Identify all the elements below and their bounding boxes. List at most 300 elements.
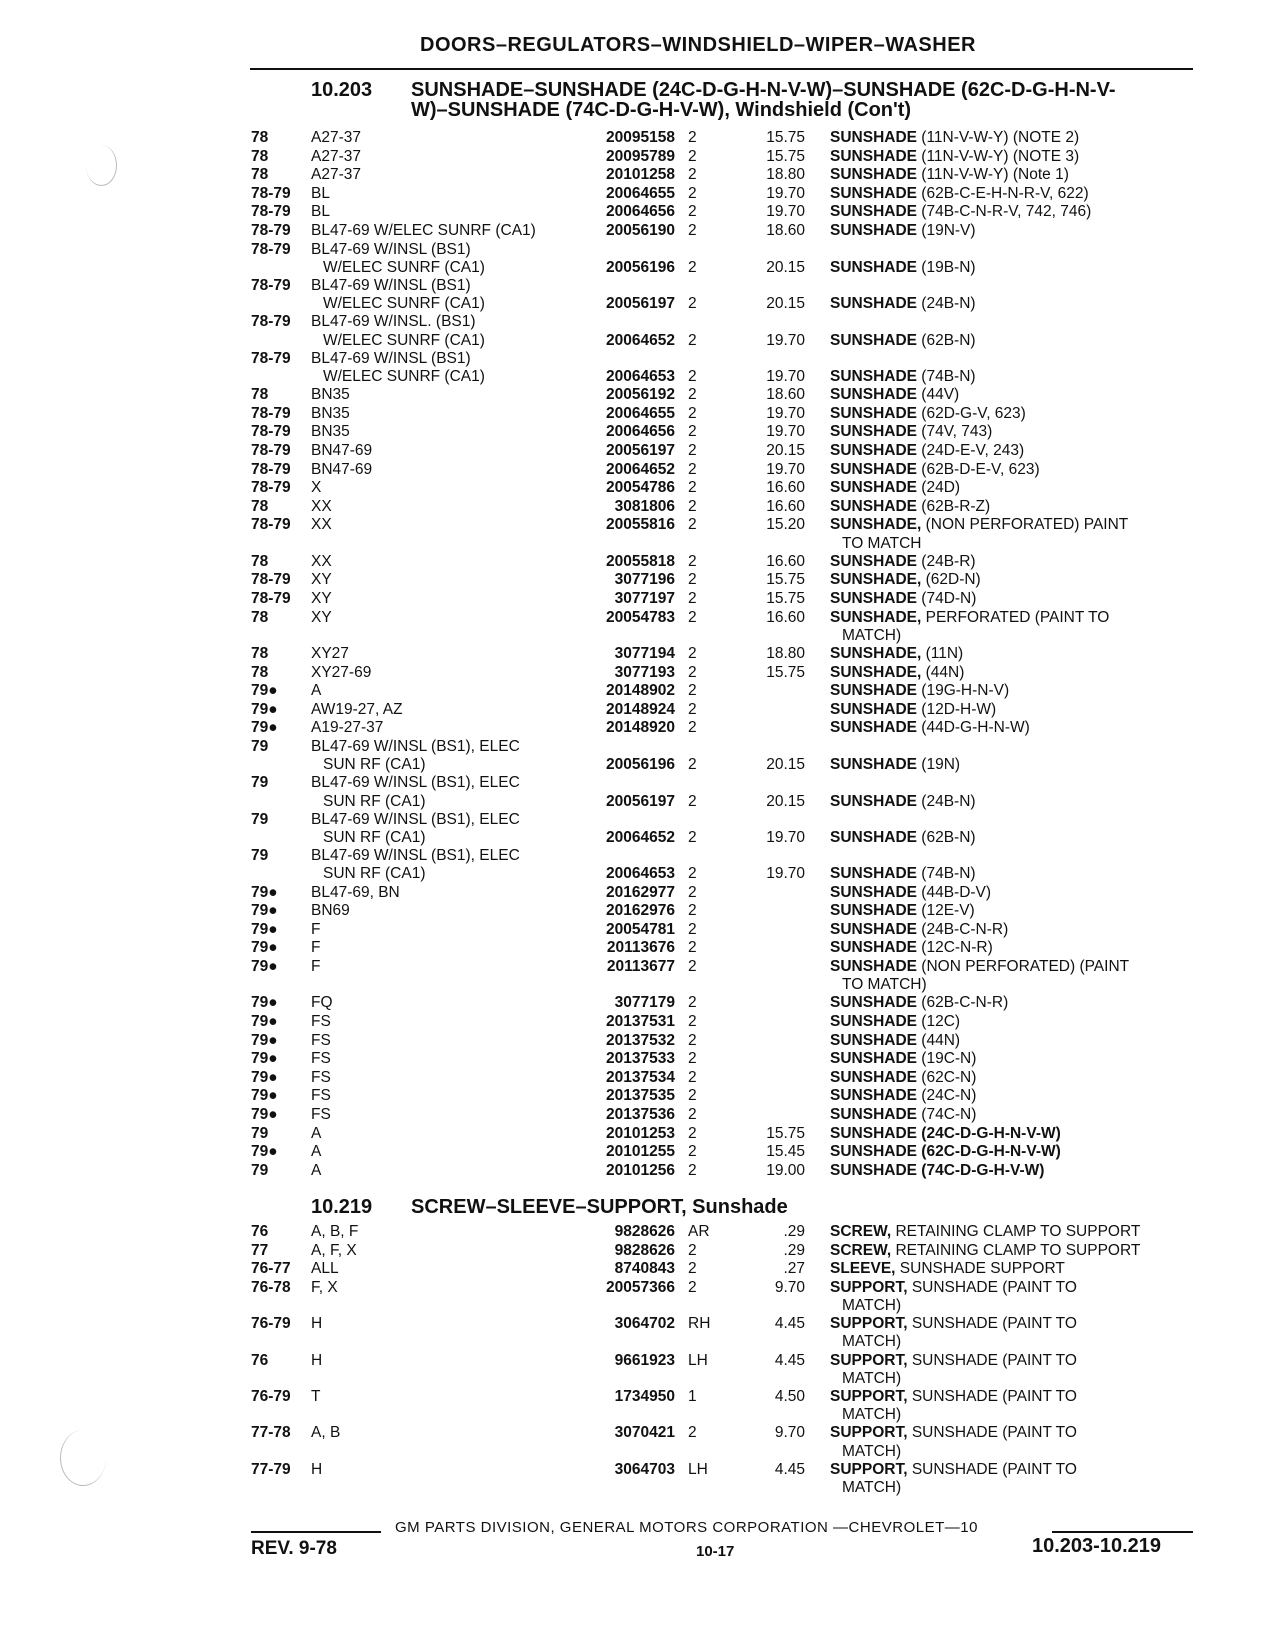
model-year: 76-78 bbox=[251, 1278, 291, 1296]
body-style-line1: H bbox=[311, 1351, 323, 1369]
model-year: 78 bbox=[251, 147, 269, 165]
parts-row bbox=[0, 516, 1280, 552]
part-name bbox=[830, 203, 1195, 221]
part-name-bold: SUNSHADE (24C-D-G-H-N-V-W) bbox=[830, 1124, 1061, 1142]
part-name-line2: MATCH) bbox=[842, 1479, 902, 1496]
price: 19.00 bbox=[766, 1161, 805, 1179]
part-name-line2: MATCH) bbox=[842, 1297, 902, 1314]
part-name-bold: SUNSHADE bbox=[830, 129, 917, 146]
model-year: 78 bbox=[251, 166, 269, 184]
part-number: 20056197 bbox=[606, 295, 675, 313]
part-name-bold: SUNSHADE bbox=[830, 994, 917, 1012]
part-name-bold: SUNSHADE bbox=[830, 1087, 917, 1105]
part-name-bold: SUNSHADE bbox=[830, 756, 917, 774]
parts-row bbox=[0, 1223, 1280, 1241]
body-style bbox=[311, 185, 581, 203]
part-name bbox=[830, 664, 1195, 682]
part-name bbox=[830, 386, 1195, 404]
model-year: 79 bbox=[251, 738, 269, 755]
parts-row bbox=[0, 847, 1280, 883]
part-name-bold: SUNSHADE bbox=[830, 1031, 917, 1049]
body-style-line1: BL47-69 W/INSL (BS1), ELEC bbox=[311, 810, 520, 828]
price: .29 bbox=[783, 1223, 805, 1240]
quantity: 2 bbox=[688, 883, 697, 901]
body-style bbox=[311, 148, 581, 166]
body-style-line2: W/ELEC SUNRF (CA1) bbox=[323, 368, 485, 385]
part-name-detail: (74B-N) bbox=[921, 367, 976, 385]
body-style-line1: A, B, F bbox=[311, 1223, 359, 1240]
body-style bbox=[311, 166, 581, 184]
part-name-line2: TO MATCH bbox=[842, 534, 922, 552]
parts-row bbox=[0, 571, 1280, 589]
part-name-line2: MATCH) bbox=[842, 1333, 902, 1351]
body-style-line1: XY27 bbox=[311, 645, 349, 662]
part-name-detail: (62C-N) bbox=[921, 1068, 977, 1086]
price: 15.75 bbox=[766, 571, 805, 589]
body-style-line1: XY27-69 bbox=[311, 663, 372, 681]
part-name bbox=[830, 1260, 1195, 1278]
body-style bbox=[311, 1106, 581, 1124]
part-number: 20148902 bbox=[606, 682, 675, 700]
body-style bbox=[311, 1013, 581, 1031]
part-name-detail: RETAINING CLAMP TO SUPPORT bbox=[895, 1241, 1141, 1259]
model-year: 79● bbox=[251, 1013, 278, 1030]
part-name-bold: SUNSHADE bbox=[830, 386, 917, 404]
model-year: 78-79 bbox=[251, 404, 291, 422]
model-year: 79● bbox=[251, 958, 278, 975]
part-name bbox=[830, 1461, 1195, 1497]
model-year: 78-79 bbox=[251, 222, 291, 239]
quantity: 2 bbox=[688, 1050, 697, 1068]
body-style-line1: H bbox=[311, 1315, 323, 1333]
part-number: 20101258 bbox=[606, 166, 675, 184]
price: 19.70 bbox=[766, 865, 805, 883]
body-style bbox=[311, 1223, 581, 1241]
body-style-line1: BL47-69 W/INSL (BS1) bbox=[311, 240, 471, 258]
price: 4.45 bbox=[774, 1315, 805, 1333]
part-name-bold: SUPPORT, bbox=[830, 1315, 908, 1333]
part-number: 3064703 bbox=[614, 1460, 675, 1478]
body-style bbox=[311, 958, 581, 976]
body-style-line1: F bbox=[311, 958, 321, 975]
body-style bbox=[311, 553, 581, 571]
quantity: 2 bbox=[688, 516, 697, 534]
model-year: 76-79 bbox=[251, 1388, 291, 1405]
part-name-detail: (11N-V-W-Y) (NOTE 2) bbox=[921, 129, 1080, 146]
part-name-detail: (74D-N) bbox=[921, 590, 977, 607]
part-name-bold: SUNSHADE bbox=[830, 460, 917, 478]
part-name-detail: (12E-V) bbox=[921, 902, 975, 920]
part-number: 8740843 bbox=[614, 1260, 675, 1278]
body-style bbox=[311, 1069, 581, 1087]
revision-label: REV. 9-78 bbox=[251, 1538, 337, 1559]
part-name-detail: (24D) bbox=[921, 479, 961, 497]
part-name-bold: SUNSHADE bbox=[830, 184, 917, 202]
part-name-bold: SUNSHADE bbox=[830, 367, 917, 385]
body-style bbox=[311, 516, 581, 534]
quantity: 2 bbox=[688, 756, 697, 774]
parts-row bbox=[0, 185, 1280, 203]
body-style-line1: F bbox=[311, 939, 321, 957]
price: 20.15 bbox=[766, 295, 805, 313]
body-style bbox=[311, 241, 581, 277]
body-style-line1: BL47-69 W/INSL (BS1), ELEC bbox=[311, 774, 520, 792]
part-name-detail: (24B-R) bbox=[921, 552, 976, 570]
parts-row bbox=[0, 203, 1280, 221]
part-name-bold: SUNSHADE bbox=[830, 331, 917, 349]
parts-row bbox=[0, 222, 1280, 240]
quantity: 2 bbox=[688, 1143, 697, 1161]
part-name bbox=[830, 902, 1195, 920]
part-number: 20113677 bbox=[606, 958, 675, 975]
price: 19.70 bbox=[766, 184, 805, 202]
model-year: 78-79 bbox=[251, 240, 291, 258]
part-name bbox=[830, 479, 1195, 497]
part-name-bold: SUNSHADE bbox=[830, 865, 917, 883]
part-name bbox=[830, 701, 1195, 719]
part-number: 20054786 bbox=[606, 479, 675, 497]
part-name-bold: SUNSHADE, bbox=[830, 663, 922, 681]
part-number: 20054783 bbox=[606, 608, 675, 626]
part-name-detail: PERFORATED (PAINT TO bbox=[925, 608, 1110, 626]
price: 15.75 bbox=[766, 147, 805, 165]
quantity: 2 bbox=[688, 295, 697, 313]
parts-row bbox=[0, 1050, 1280, 1068]
part-number: 20064656 bbox=[606, 423, 675, 441]
body-style bbox=[311, 701, 581, 719]
part-name-detail: (11N) bbox=[925, 645, 964, 662]
parts-row bbox=[0, 939, 1280, 957]
parts-row bbox=[0, 423, 1280, 441]
part-name-bold: SUPPORT, bbox=[830, 1278, 908, 1296]
quantity: 2 bbox=[688, 645, 697, 662]
body-style bbox=[311, 350, 581, 386]
part-name-detail: SUNSHADE (PAINT TO bbox=[911, 1460, 1077, 1478]
model-year: 76-77 bbox=[251, 1260, 291, 1278]
body-style-line1: BL47-69 W/INSL (BS1), ELEC bbox=[311, 738, 520, 755]
part-number: 20056192 bbox=[606, 386, 675, 404]
quantity: 2 bbox=[688, 792, 697, 810]
parts-row bbox=[0, 405, 1280, 423]
part-name-bold: SUNSHADE bbox=[830, 883, 917, 901]
parts-row bbox=[0, 350, 1280, 386]
price: 16.60 bbox=[766, 552, 805, 570]
parts-row bbox=[0, 1069, 1280, 1087]
body-style bbox=[311, 442, 581, 460]
price: 19.70 bbox=[766, 404, 805, 422]
body-style-line1: A bbox=[311, 1143, 322, 1161]
body-style bbox=[311, 902, 581, 920]
body-style bbox=[311, 423, 581, 441]
model-year: 79● bbox=[251, 1068, 278, 1086]
price: 20.15 bbox=[766, 258, 805, 276]
quantity: LH bbox=[688, 1460, 708, 1478]
part-number: 20056197 bbox=[606, 442, 675, 459]
part-number: 9661923 bbox=[614, 1351, 675, 1369]
body-style bbox=[311, 939, 581, 957]
part-name-detail: (62B-R-Z) bbox=[921, 497, 991, 515]
part-name bbox=[830, 332, 1195, 350]
part-name-bold: SUNSHADE bbox=[830, 258, 917, 276]
part-name bbox=[830, 1050, 1195, 1068]
quantity: 2 bbox=[688, 386, 697, 404]
quantity: 2 bbox=[688, 423, 697, 441]
part-name-bold: SUNSHADE bbox=[830, 828, 917, 846]
quantity: 2 bbox=[688, 663, 697, 681]
part-number: 20162977 bbox=[606, 883, 675, 901]
body-style bbox=[311, 1050, 581, 1068]
part-name-detail: (12C-N-R) bbox=[921, 939, 993, 957]
model-year: 78-79 bbox=[251, 442, 291, 459]
price: 9.70 bbox=[774, 1424, 805, 1442]
model-year: 79 bbox=[251, 1161, 269, 1179]
price: 15.20 bbox=[766, 516, 805, 534]
body-style-line1: BN47-69 bbox=[311, 442, 373, 459]
parts-row bbox=[0, 719, 1280, 737]
part-number: 20137534 bbox=[606, 1068, 675, 1086]
body-style bbox=[311, 1388, 581, 1406]
part-name-bold: SUPPORT, bbox=[830, 1351, 908, 1369]
part-number: 20095789 bbox=[606, 147, 675, 165]
price: 19.70 bbox=[766, 828, 805, 846]
section-title-line1: SCREW–SLEEVE–SUPPORT, Sunshade bbox=[411, 1196, 788, 1218]
part-name-detail: (62B-D-E-V, 623) bbox=[921, 460, 1040, 478]
quantity: 2 bbox=[688, 1424, 697, 1442]
body-style-line1: BL47-69 W/INSL (BS1) bbox=[311, 277, 471, 294]
body-style bbox=[311, 774, 581, 810]
body-style bbox=[311, 313, 581, 349]
parts-row bbox=[0, 774, 1280, 810]
part-number: 20056196 bbox=[606, 756, 675, 774]
part-number: 3077197 bbox=[614, 590, 675, 607]
part-name bbox=[830, 405, 1195, 423]
part-name bbox=[830, 185, 1195, 203]
parts-row bbox=[0, 701, 1280, 719]
body-style-line1: XX bbox=[311, 552, 332, 570]
part-number: 20064656 bbox=[606, 203, 675, 221]
model-year: 79● bbox=[251, 920, 278, 938]
model-year: 78-79 bbox=[251, 590, 291, 607]
body-style bbox=[311, 847, 581, 883]
part-name bbox=[830, 1106, 1195, 1124]
body-style bbox=[311, 1032, 581, 1050]
parts-row bbox=[0, 609, 1280, 645]
parts-row bbox=[0, 1032, 1280, 1050]
part-name-bold: SUNSHADE, bbox=[830, 571, 922, 589]
part-name-line2: TO MATCH) bbox=[842, 976, 927, 994]
header-rule bbox=[250, 68, 1193, 70]
part-number: 20137533 bbox=[606, 1050, 675, 1068]
part-number: 20148920 bbox=[606, 719, 675, 737]
part-name bbox=[830, 865, 1195, 883]
part-name bbox=[830, 1315, 1195, 1351]
part-name-line2: MATCH) bbox=[842, 1442, 902, 1460]
quantity: 2 bbox=[688, 1241, 697, 1259]
body-style bbox=[311, 1125, 581, 1143]
section-number: 10.219 bbox=[311, 1196, 373, 1218]
quantity: 2 bbox=[688, 1260, 697, 1278]
part-name bbox=[830, 129, 1195, 147]
part-name bbox=[830, 166, 1195, 184]
quantity: 2 bbox=[688, 1278, 697, 1296]
part-name bbox=[830, 222, 1195, 240]
body-style-line1: BN35 bbox=[311, 386, 350, 404]
body-style bbox=[311, 719, 581, 737]
model-year: 76 bbox=[251, 1351, 269, 1369]
body-style-line1: BN35 bbox=[311, 404, 350, 422]
part-number: 20137536 bbox=[606, 1106, 675, 1123]
body-style-line1: XY bbox=[311, 608, 332, 626]
quantity: 2 bbox=[688, 258, 697, 276]
body-style bbox=[311, 609, 581, 627]
body-style bbox=[311, 386, 581, 404]
part-name-detail: SUNSHADE (PAINT TO bbox=[911, 1278, 1077, 1296]
part-number: 20056190 bbox=[606, 222, 675, 239]
part-number: 20101256 bbox=[606, 1161, 675, 1179]
quantity: LH bbox=[688, 1351, 708, 1369]
model-year: 79● bbox=[251, 1143, 278, 1161]
parts-row bbox=[0, 277, 1280, 313]
part-name-detail: (12D-H-W) bbox=[921, 700, 997, 718]
price: 18.80 bbox=[766, 166, 805, 184]
model-year: 79● bbox=[251, 1050, 278, 1068]
part-name-bold: SUNSHADE bbox=[830, 700, 917, 718]
part-name bbox=[830, 498, 1195, 516]
part-name-bold: SUPPORT, bbox=[830, 1460, 908, 1478]
parts-row bbox=[0, 1143, 1280, 1161]
part-name bbox=[830, 1223, 1195, 1241]
part-name bbox=[830, 994, 1195, 1012]
part-name-bold: SUNSHADE bbox=[830, 920, 917, 938]
part-name-bold: SUNSHADE bbox=[830, 902, 917, 920]
body-style bbox=[311, 1087, 581, 1105]
body-style-line2: SUN RF (CA1) bbox=[323, 756, 426, 774]
parts-row bbox=[0, 958, 1280, 994]
body-style bbox=[311, 498, 581, 516]
price: 20.15 bbox=[766, 756, 805, 774]
model-year: 79● bbox=[251, 902, 278, 920]
part-name-detail: (24B-C-N-R) bbox=[921, 920, 1009, 938]
model-year: 78-79 bbox=[251, 313, 291, 331]
part-name-bold: SUNSHADE, bbox=[830, 516, 922, 534]
body-style bbox=[311, 461, 581, 479]
body-style-line1: BL bbox=[311, 184, 330, 202]
part-name-bold: SCREW, bbox=[830, 1223, 892, 1240]
part-number: 20064653 bbox=[606, 865, 675, 883]
parts-row bbox=[0, 461, 1280, 479]
part-name bbox=[830, 884, 1195, 902]
body-style-line1: XX bbox=[311, 497, 332, 515]
quantity: 2 bbox=[688, 682, 697, 700]
part-name bbox=[830, 645, 1195, 663]
price: 15.75 bbox=[766, 129, 805, 146]
parts-row bbox=[0, 1087, 1280, 1105]
parts-row bbox=[0, 1013, 1280, 1031]
part-name bbox=[830, 1069, 1195, 1087]
part-name-bold: SUNSHADE bbox=[830, 203, 917, 221]
part-name-bold: SUNSHADE bbox=[830, 166, 917, 184]
quantity: 2 bbox=[688, 147, 697, 165]
parts-row bbox=[0, 884, 1280, 902]
body-style bbox=[311, 884, 581, 902]
part-name bbox=[830, 148, 1195, 166]
quantity: 2 bbox=[688, 442, 697, 459]
body-style-line1: H bbox=[311, 1460, 323, 1478]
body-style-line1: FS bbox=[311, 1050, 331, 1068]
model-year: 77 bbox=[251, 1241, 269, 1259]
page-number: 10-17 bbox=[696, 1543, 735, 1560]
part-number: 20064652 bbox=[606, 460, 675, 478]
part-name-bold: SUNSHADE bbox=[830, 1106, 917, 1123]
body-style-line2: SUN RF (CA1) bbox=[323, 792, 426, 810]
part-name-detail: (44B-D-V) bbox=[921, 883, 992, 901]
part-name-bold: SUNSHADE bbox=[830, 295, 917, 313]
price: 18.80 bbox=[766, 645, 805, 662]
part-name-detail: (62B-C-N-R) bbox=[921, 994, 1009, 1012]
body-style bbox=[311, 277, 581, 313]
body-style-line1: X bbox=[311, 479, 322, 497]
part-number: 20101253 bbox=[606, 1124, 675, 1142]
quantity: 2 bbox=[688, 590, 697, 607]
part-name bbox=[830, 571, 1195, 589]
part-name-detail: (74V, 743) bbox=[921, 423, 993, 441]
body-style-line1: AW19-27, AZ bbox=[311, 700, 403, 718]
part-name-bold: SUNSHADE, bbox=[830, 608, 922, 626]
body-style-line1: XY bbox=[311, 590, 332, 607]
quantity: 2 bbox=[688, 608, 697, 626]
body-style bbox=[311, 571, 581, 589]
body-style bbox=[311, 1279, 581, 1297]
price: 15.75 bbox=[766, 590, 805, 607]
part-name-bold: SUNSHADE bbox=[830, 1068, 917, 1086]
part-name-bold: SCREW, bbox=[830, 1241, 892, 1259]
body-style bbox=[311, 1424, 581, 1442]
part-name-bold: SUNSHADE bbox=[830, 958, 917, 975]
price: 19.70 bbox=[766, 460, 805, 478]
part-name-bold: SUNSHADE bbox=[830, 404, 917, 422]
body-style-line1: A, B bbox=[311, 1424, 341, 1442]
parts-row bbox=[0, 682, 1280, 700]
model-year: 78-79 bbox=[251, 203, 291, 221]
price: 19.70 bbox=[766, 367, 805, 385]
body-style bbox=[311, 590, 581, 608]
model-year: 76-79 bbox=[251, 1315, 291, 1333]
part-name-detail: (24B-N) bbox=[921, 792, 976, 810]
parts-row bbox=[0, 1125, 1280, 1143]
parts-row bbox=[0, 442, 1280, 460]
price: 20.15 bbox=[766, 442, 805, 459]
price: 4.45 bbox=[774, 1460, 805, 1478]
part-name-bold: SUPPORT, bbox=[830, 1424, 908, 1442]
part-name bbox=[830, 461, 1195, 479]
parts-row bbox=[0, 1260, 1280, 1278]
model-year: 77-79 bbox=[251, 1460, 291, 1478]
parts-row bbox=[0, 313, 1280, 349]
model-year: 79● bbox=[251, 883, 278, 901]
model-year: 78 bbox=[251, 386, 269, 404]
part-name-detail: (74B-N) bbox=[921, 865, 976, 883]
part-number: 9828626 bbox=[614, 1241, 675, 1259]
parts-row bbox=[0, 166, 1280, 184]
model-year: 79 bbox=[251, 810, 269, 828]
part-name bbox=[830, 1242, 1195, 1260]
model-year: 76 bbox=[251, 1223, 269, 1240]
quantity: 2 bbox=[688, 1124, 697, 1142]
quantity: 2 bbox=[688, 331, 697, 349]
part-number: 20095158 bbox=[606, 129, 675, 146]
part-number: 3077194 bbox=[614, 645, 675, 662]
price: 18.60 bbox=[766, 222, 805, 239]
